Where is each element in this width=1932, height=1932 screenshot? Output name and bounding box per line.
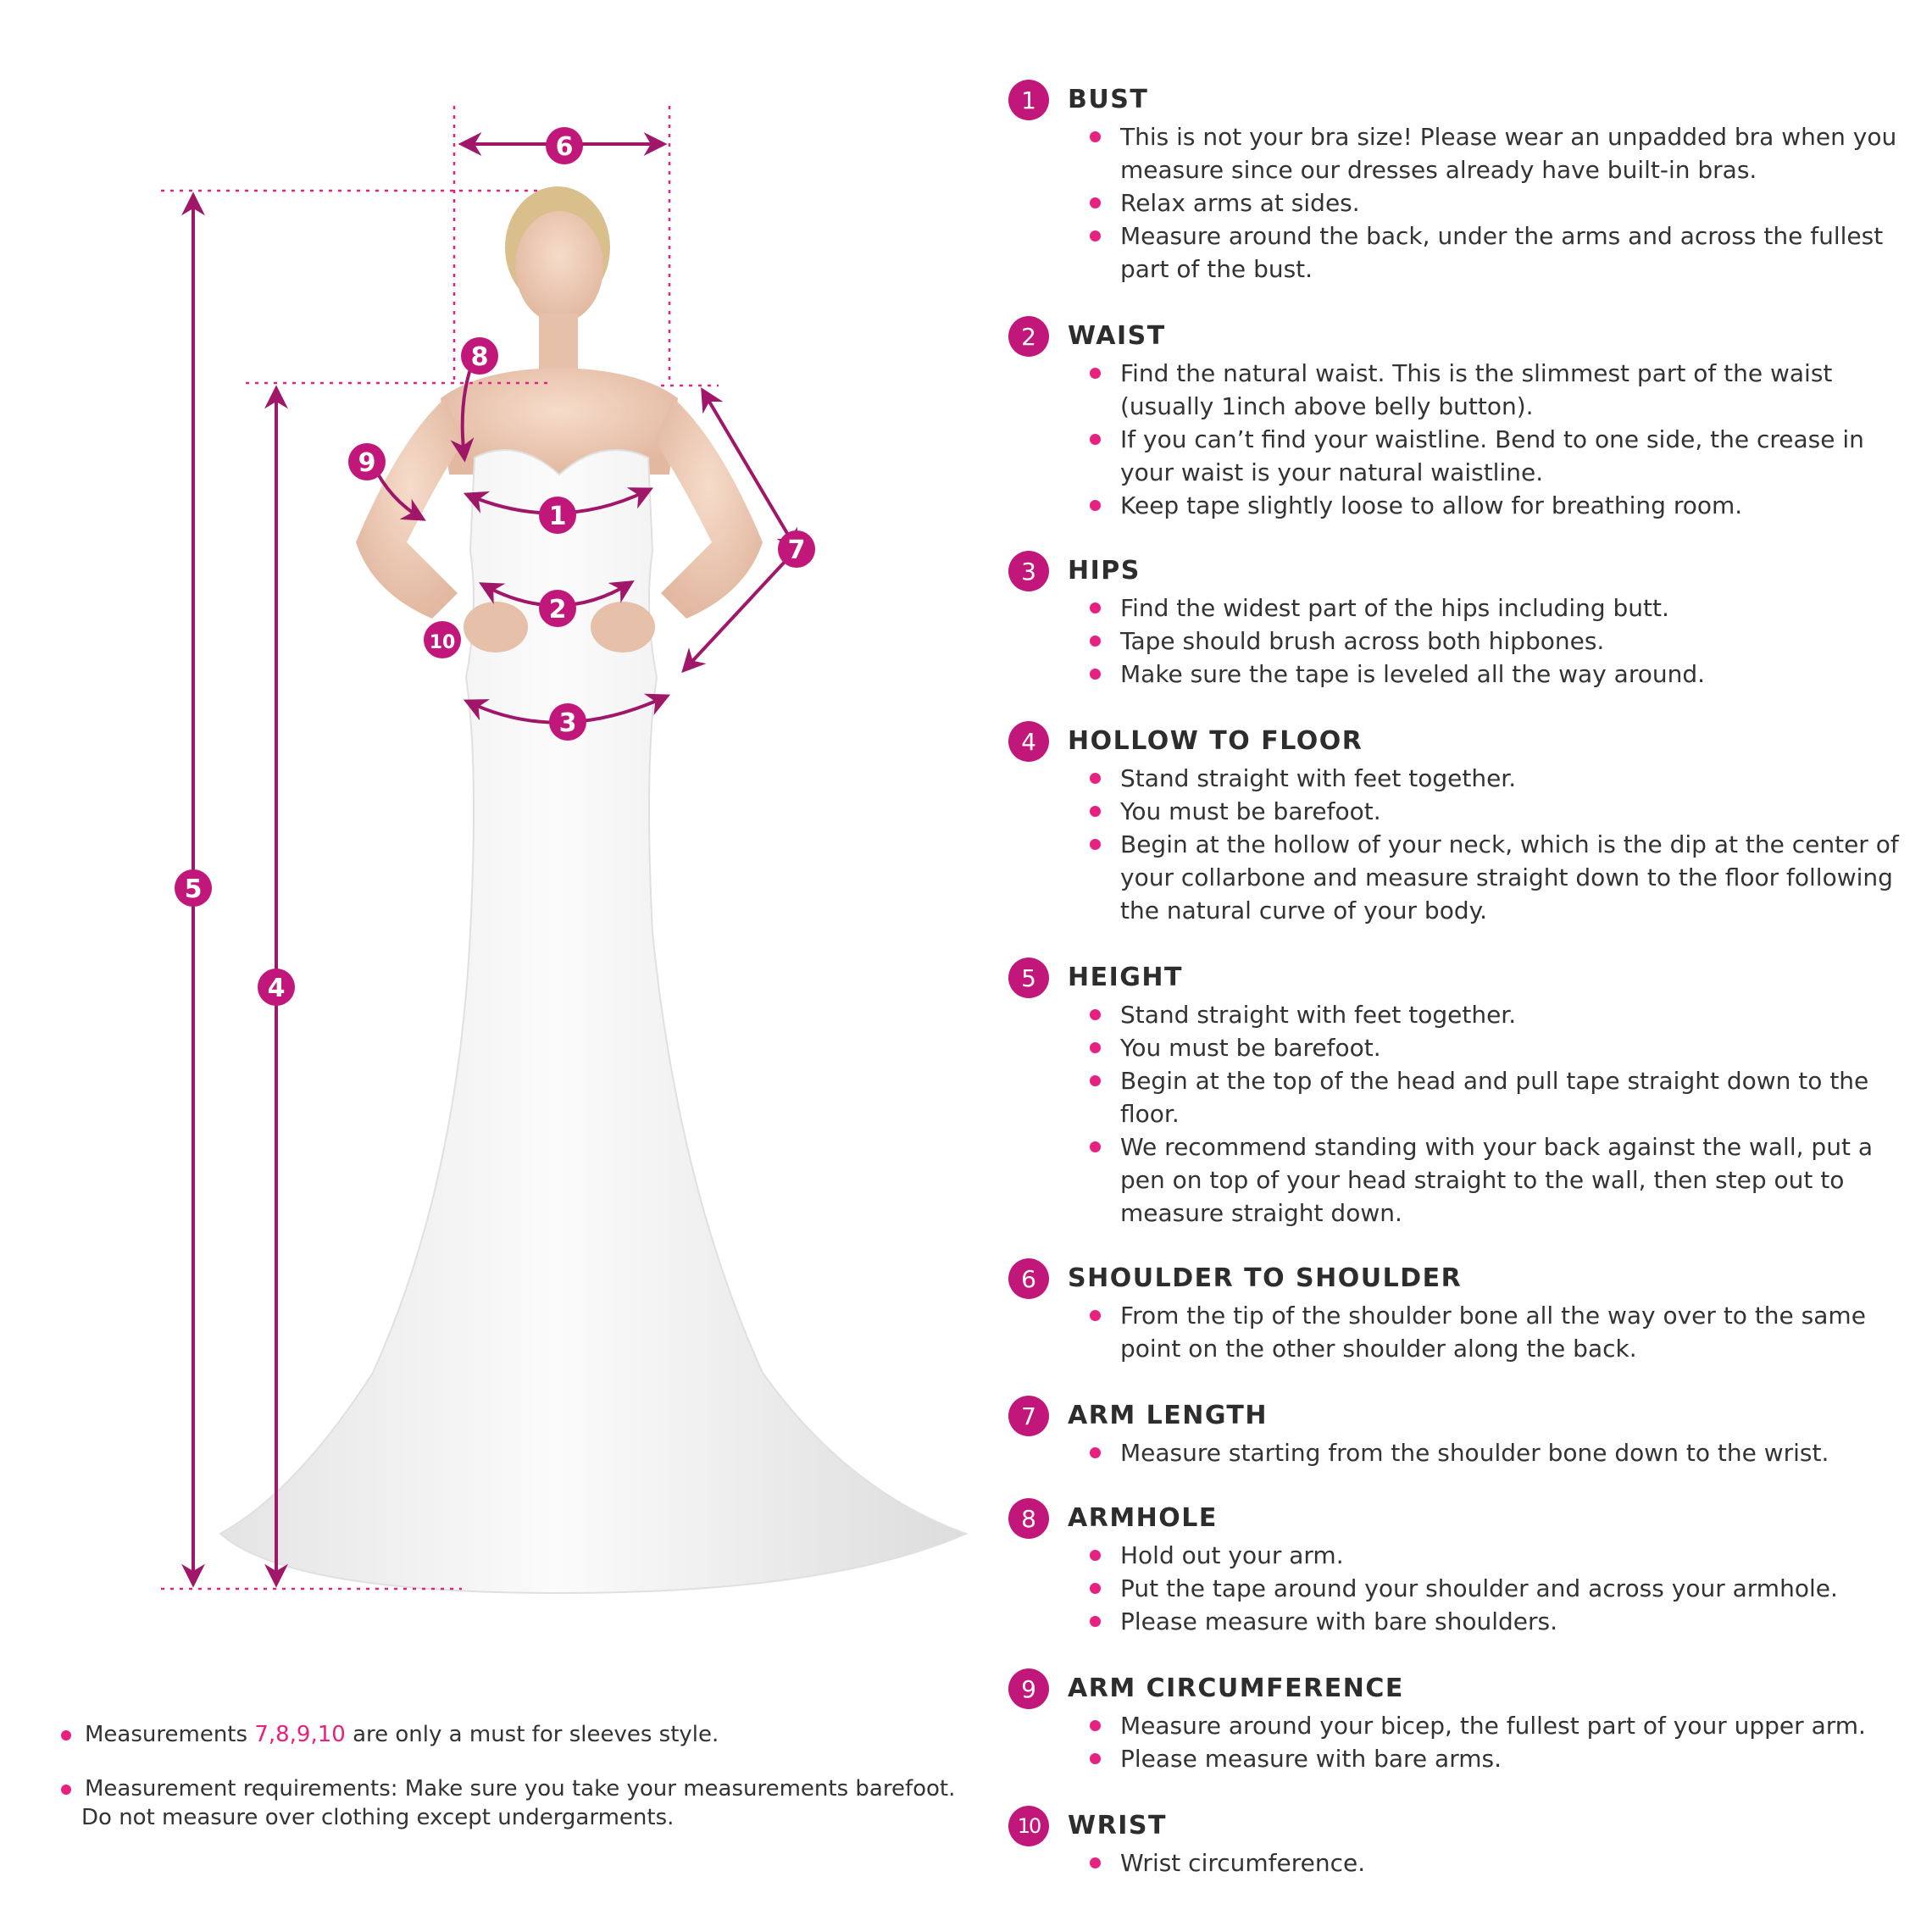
bullet-list — [1068, 1846, 1907, 1879]
bullet-item: Tape should brush across both hipbones. — [1120, 625, 1907, 658]
bullet-list — [1068, 1709, 1907, 1775]
svg-text:2: 2 — [548, 595, 567, 625]
svg-text:3: 3 — [558, 708, 577, 738]
section-number-badge: 4 — [1008, 721, 1049, 762]
marker-2 — [539, 590, 576, 627]
requirements-note — [61, 1774, 1010, 1803]
bullet-item: Put the tape around your shoulder and across your armhole. — [1120, 1572, 1907, 1605]
section-title: HIPS — [1068, 556, 1141, 586]
marker-8 — [461, 337, 498, 375]
marker-7 — [778, 530, 815, 568]
sleeves-numbers: 7,8,9,10 — [254, 1722, 346, 1747]
bullet-item: Stand straight with feet together. — [1120, 762, 1907, 795]
svg-text:10: 10 — [429, 632, 456, 653]
marker-10 — [424, 621, 461, 658]
sleeves-prefix: Measurements — [85, 1722, 255, 1747]
section-title: SHOULDER TO SHOULDER — [1068, 1263, 1463, 1293]
section-title: ARM CIRCUMFERENCE — [1068, 1674, 1404, 1703]
section-arm-length — [1008, 1396, 1907, 1469]
section-number-badge: 6 — [1008, 1258, 1049, 1299]
svg-text:6: 6 — [555, 132, 574, 162]
requirements-line-1: Measurement requirements: Make sure you take your measurements barefoot. — [85, 1776, 956, 1802]
bullet-item: Hold out your arm. — [1120, 1539, 1907, 1572]
bride-figure — [220, 186, 966, 1593]
bullet-item: Please measure with bare arms. — [1120, 1742, 1907, 1775]
section-number-badge: 9 — [1008, 1668, 1049, 1709]
section-number-badge: 2 — [1008, 316, 1049, 357]
section-number-badge: 3 — [1008, 551, 1049, 591]
bullet-item: We recommend standing with your back against the wall, put a pen on top of your head straight to the wall, then step out to measure straight down. — [1120, 1130, 1907, 1230]
section-number-badge: 8 — [1008, 1498, 1049, 1539]
bullet-item: Find the widest part of the hips including butt. — [1120, 591, 1907, 625]
section-title: BUST — [1068, 85, 1149, 114]
section-title: HEIGHT — [1068, 963, 1183, 992]
bullet-list — [1068, 591, 1907, 691]
notes — [61, 1720, 1010, 1832]
marker-5 — [175, 869, 212, 907]
section-wrist — [1008, 1806, 1907, 1879]
bullet-item: Please measure with bare shoulders. — [1120, 1605, 1907, 1638]
marker-6 — [546, 127, 583, 164]
bullet-item: Measure around the back, under the arms and across the fullest part of the bust. — [1120, 219, 1907, 286]
bullet-dot — [61, 1730, 71, 1740]
bullet-list — [1068, 998, 1907, 1230]
section-number-badge: 5 — [1008, 958, 1049, 998]
svg-text:1: 1 — [548, 502, 567, 531]
section-title: WAIST — [1068, 321, 1166, 351]
sleeves-note — [61, 1720, 1010, 1749]
bullet-item: Relax arms at sides. — [1120, 186, 1907, 219]
section-arm-circumference — [1008, 1668, 1907, 1775]
section-armhole — [1008, 1498, 1907, 1638]
marker-1 — [539, 497, 576, 534]
section-height — [1008, 958, 1907, 1230]
bullet-item: Make sure the tape is leveled all the way around. — [1120, 658, 1907, 691]
requirements-note-continued — [61, 1803, 1010, 1832]
marker-4 — [258, 969, 295, 1006]
bullet-list — [1068, 120, 1907, 286]
svg-text:5: 5 — [184, 874, 203, 904]
bullet-item: Wrist circumference. — [1120, 1846, 1907, 1879]
bullet-item: You must be barefoot. — [1120, 1031, 1907, 1064]
bullet-item: Measure starting from the shoulder bone down to the wrist. — [1120, 1436, 1907, 1469]
bullet-item: Begin at the top of the head and pull tape straight down to the floor. — [1120, 1064, 1907, 1130]
svg-text:9: 9 — [358, 448, 376, 478]
bullet-item: This is not your bra size! Please wear an unpadded bra when you measure since our dresses already have built-in bras. — [1120, 120, 1907, 186]
requirements-line-2: Do not measure over clothing except undergarments. — [81, 1805, 675, 1830]
bullet-item: Find the natural waist. This is the slimmest part of the waist (usually 1inch above belly button). — [1120, 357, 1907, 423]
section-number-badge: 7 — [1008, 1396, 1049, 1436]
bullet-item: If you can’t find your waistline. Bend to one side, the crease in your waist is your natural waistline. — [1120, 423, 1907, 489]
section-number-badge: 10 — [1008, 1806, 1049, 1846]
section-title: ARM LENGTH — [1068, 1401, 1269, 1430]
section-title: ARMHOLE — [1068, 1503, 1218, 1533]
svg-text:8: 8 — [470, 342, 489, 372]
svg-text:7: 7 — [787, 536, 806, 565]
marker-9 — [348, 443, 386, 480]
bullet-item: From the tip of the shoulder bone all the way over to the same point on the other shoulder along the back. — [1120, 1299, 1907, 1365]
section-hollow-to-floor — [1008, 721, 1907, 927]
bullet-dot — [61, 1785, 71, 1795]
bullet-list — [1068, 1299, 1907, 1365]
figure-svg — [0, 0, 1000, 1695]
section-title: WRIST — [1068, 1811, 1167, 1840]
bullet-list — [1068, 762, 1907, 927]
section-shoulder-to-shoulder — [1008, 1258, 1907, 1365]
bullet-list — [1068, 357, 1907, 522]
bullet-list — [1068, 1539, 1907, 1638]
section-waist — [1008, 316, 1907, 522]
bullet-item: Stand straight with feet together. — [1120, 998, 1907, 1031]
bullet-item: Begin at the hollow of your neck, which is the dip at the center of your collarbone and measure straight down to the floor following the natural curve of your body. — [1120, 828, 1907, 927]
svg-text:4: 4 — [267, 974, 286, 1003]
section-bust — [1008, 80, 1907, 286]
bullet-list — [1068, 1436, 1907, 1469]
section-number-badge: 1 — [1008, 80, 1049, 120]
bullet-item: You must be barefoot. — [1120, 795, 1907, 828]
section-hips — [1008, 551, 1907, 691]
bullet-item: Measure around your bicep, the fullest part of your upper arm. — [1120, 1709, 1907, 1742]
marker-3 — [549, 703, 586, 741]
measurement-guide — [1008, 80, 1907, 1879]
bullet-item: Keep tape slightly loose to allow for breathing room. — [1120, 489, 1907, 522]
sleeves-suffix: are only a must for sleeves style. — [345, 1722, 719, 1747]
section-title: HOLLOW TO FLOOR — [1068, 726, 1363, 756]
